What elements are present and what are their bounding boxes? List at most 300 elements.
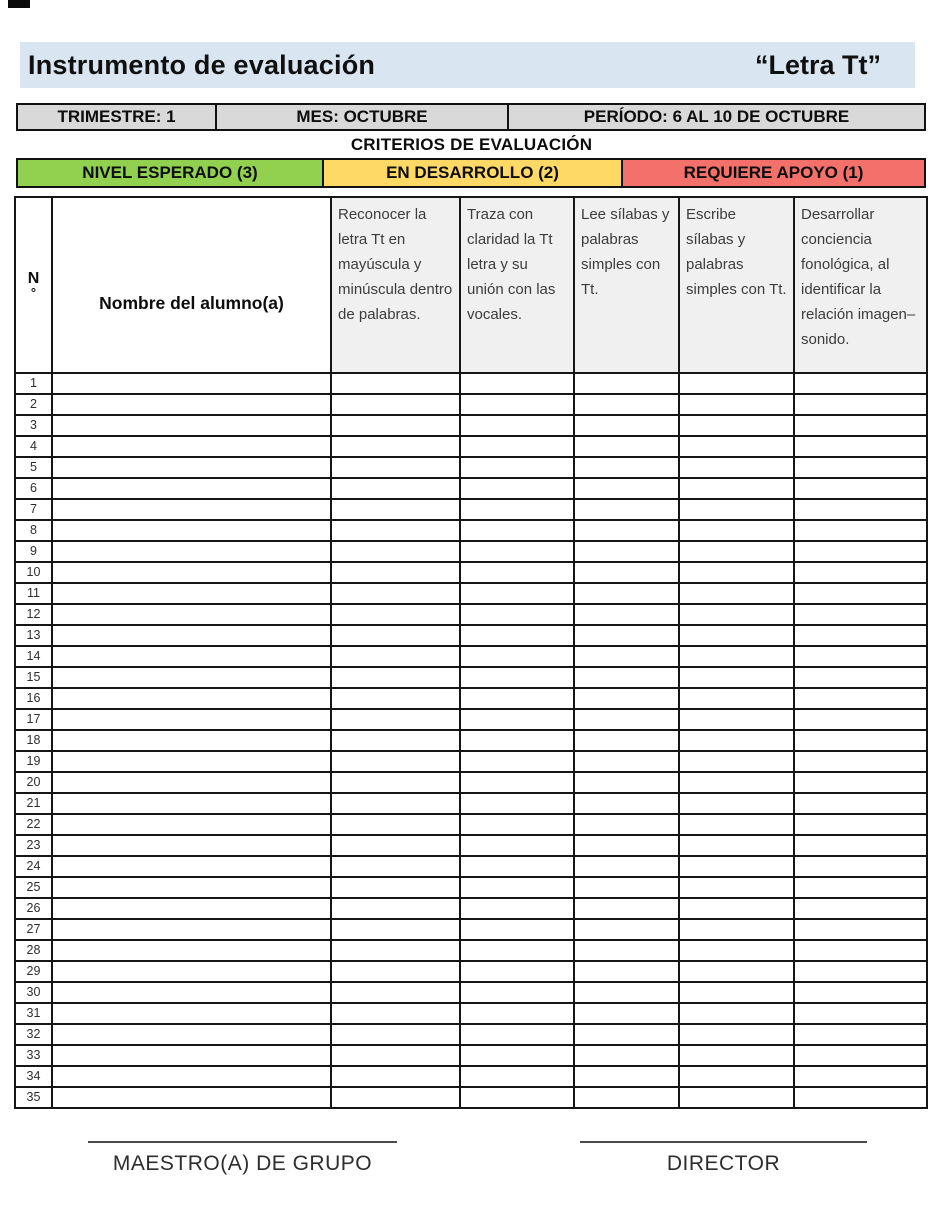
grade-cell (331, 499, 460, 520)
grade-cell (331, 940, 460, 961)
grade-cell (679, 688, 794, 709)
table-row (15, 583, 927, 604)
grade-cell (794, 667, 927, 688)
grade-cell (679, 898, 794, 919)
grade-cell (331, 772, 460, 793)
grade-cell (794, 709, 927, 730)
teacher-signature-block (88, 1141, 397, 1176)
grade-cell (679, 961, 794, 982)
grade-cell (331, 436, 460, 457)
grade-cell (331, 793, 460, 814)
row-number: 21 (15, 793, 52, 814)
grade-cell (331, 667, 460, 688)
table-row (15, 856, 927, 877)
grade-cell (794, 583, 927, 604)
table-row (15, 940, 927, 961)
grade-cell (679, 415, 794, 436)
student-name-cell (52, 415, 331, 436)
table-row (15, 394, 927, 415)
grade-cell (794, 793, 927, 814)
grade-cell (679, 814, 794, 835)
grade-cell (574, 625, 679, 646)
grade-cell (460, 436, 574, 457)
row-number: 18 (15, 730, 52, 751)
table-row (15, 1087, 927, 1108)
level-needs-support: REQUIERE APOYO (1) (623, 160, 924, 186)
grade-cell (331, 646, 460, 667)
student-name-cell (52, 898, 331, 919)
table-row (15, 667, 927, 688)
grade-cell (331, 562, 460, 583)
grade-cell (460, 772, 574, 793)
grade-cell (574, 394, 679, 415)
grade-cell (460, 856, 574, 877)
teacher-signature-label: MAESTRO(A) DE GRUPO (112, 1152, 373, 1175)
grade-cell (574, 877, 679, 898)
director-signature-block (580, 1141, 867, 1176)
criteria-heading: CRITERIOS DE EVALUACIÓN (350, 135, 593, 154)
grade-cell (460, 877, 574, 898)
table-row (15, 709, 927, 730)
row-number: 29 (15, 961, 52, 982)
row-number: 12 (15, 604, 52, 625)
grade-cell (331, 730, 460, 751)
grade-cell (794, 415, 927, 436)
student-name-cell (52, 520, 331, 541)
row-number: 23 (15, 835, 52, 856)
grade-cell (331, 688, 460, 709)
grade-cell (574, 436, 679, 457)
row-number: 3 (15, 415, 52, 436)
table-row (15, 646, 927, 667)
grade-cell (460, 835, 574, 856)
student-name-cell (52, 373, 331, 394)
grade-cell (574, 373, 679, 394)
grade-cell (574, 667, 679, 688)
grade-cell (574, 1087, 679, 1108)
evaluation-levels (16, 158, 926, 188)
row-number: 4 (15, 436, 52, 457)
table-row (15, 1024, 927, 1045)
grade-cell (574, 562, 679, 583)
grade-cell (460, 457, 574, 478)
grade-cell (574, 1066, 679, 1087)
page-title: Instrumento de evaluación (28, 49, 376, 80)
grade-cell (331, 961, 460, 982)
grade-cell (574, 499, 679, 520)
grade-cell (574, 835, 679, 856)
grade-cell (460, 373, 574, 394)
row-number: 27 (15, 919, 52, 940)
row-number: 11 (15, 583, 52, 604)
student-name-cell (52, 940, 331, 961)
grade-cell (794, 457, 927, 478)
student-name-cell (52, 877, 331, 898)
student-name-cell (52, 562, 331, 583)
grade-cell (794, 541, 927, 562)
grade-cell (794, 520, 927, 541)
student-name-cell (52, 457, 331, 478)
grade-cell (794, 394, 927, 415)
row-number: 26 (15, 898, 52, 919)
lesson-subject: “Letra Tt” (754, 49, 881, 80)
row-number: 2 (15, 394, 52, 415)
student-name-cell (52, 1045, 331, 1066)
grade-cell (460, 667, 574, 688)
grade-cell (460, 688, 574, 709)
student-name-cell (52, 961, 331, 982)
row-number: 13 (15, 625, 52, 646)
grade-cell (794, 730, 927, 751)
number-header-deg: ° (30, 285, 37, 300)
grade-cell (574, 856, 679, 877)
grade-cell (794, 877, 927, 898)
grade-cell (794, 751, 927, 772)
table-row (15, 478, 927, 499)
grade-cell (679, 730, 794, 751)
row-number: 19 (15, 751, 52, 772)
grade-cell (794, 961, 927, 982)
grade-cell (794, 604, 927, 625)
table-row (15, 730, 927, 751)
row-number: 25 (15, 877, 52, 898)
grade-cell (679, 583, 794, 604)
table-row (15, 919, 927, 940)
grade-cell (574, 478, 679, 499)
table-row (15, 793, 927, 814)
student-name-cell (52, 1024, 331, 1045)
student-name-cell (52, 436, 331, 457)
student-name-cell (52, 541, 331, 562)
grade-cell (331, 520, 460, 541)
grade-cell (574, 709, 679, 730)
student-name-cell (52, 709, 331, 730)
grade-cell (794, 940, 927, 961)
table-row (15, 457, 927, 478)
grade-cell (679, 1003, 794, 1024)
grade-cell (460, 541, 574, 562)
grade-cell (679, 709, 794, 730)
table-row (15, 877, 927, 898)
grade-cell (460, 1087, 574, 1108)
grade-cell (794, 1024, 927, 1045)
grade-cell (679, 499, 794, 520)
grade-cell (679, 1045, 794, 1066)
table-row (15, 751, 927, 772)
table-row (15, 961, 927, 982)
grade-cell (794, 478, 927, 499)
table-row (15, 814, 927, 835)
student-roster-table (14, 196, 928, 1109)
grade-cell (460, 1003, 574, 1024)
grade-cell (574, 457, 679, 478)
grade-cell (460, 898, 574, 919)
grade-cell (460, 961, 574, 982)
grade-cell (574, 1003, 679, 1024)
grade-cell (331, 898, 460, 919)
table-row (15, 415, 927, 436)
grade-cell (460, 625, 574, 646)
grade-cell (460, 583, 574, 604)
grade-cell (331, 1003, 460, 1024)
grade-cell (331, 457, 460, 478)
number-header-n: N (27, 270, 40, 287)
grade-cell (794, 499, 927, 520)
grade-cell (794, 646, 927, 667)
grade-cell (679, 856, 794, 877)
grade-cell (794, 562, 927, 583)
grade-cell (679, 604, 794, 625)
grade-cell (679, 520, 794, 541)
row-number: 15 (15, 667, 52, 688)
grade-cell (794, 898, 927, 919)
row-number: 20 (15, 772, 52, 793)
grade-cell (460, 982, 574, 1003)
grade-cell (460, 814, 574, 835)
student-name-cell (52, 856, 331, 877)
grade-cell (574, 1045, 679, 1066)
director-signature-line (580, 1141, 867, 1143)
grade-cell (574, 646, 679, 667)
number-column-header (15, 197, 52, 373)
grade-cell (331, 394, 460, 415)
student-name-cell (52, 982, 331, 1003)
grade-cell (794, 856, 927, 877)
student-name-cell (52, 751, 331, 772)
student-name-cell (52, 499, 331, 520)
student-name-cell (52, 688, 331, 709)
row-number: 32 (15, 1024, 52, 1045)
grade-cell (331, 541, 460, 562)
grade-cell (460, 1045, 574, 1066)
grade-cell (331, 919, 460, 940)
grade-cell (794, 919, 927, 940)
grade-cell (679, 562, 794, 583)
criterion-trace: Traza con claridad la Tt letra y su unión con las vocales. (460, 197, 574, 373)
table-row (15, 1066, 927, 1087)
grade-cell (574, 793, 679, 814)
row-number: 24 (15, 856, 52, 877)
row-number: 14 (15, 646, 52, 667)
table-row (15, 772, 927, 793)
table-row (15, 604, 927, 625)
grade-cell (574, 604, 679, 625)
grade-cell (794, 625, 927, 646)
row-number: 6 (15, 478, 52, 499)
grade-cell (679, 1066, 794, 1087)
grade-cell (574, 772, 679, 793)
grade-cell (574, 415, 679, 436)
table-row (15, 1003, 927, 1024)
student-name-cell (52, 1003, 331, 1024)
grade-cell (331, 709, 460, 730)
grade-cell (460, 1066, 574, 1087)
grade-cell (460, 793, 574, 814)
table-row (15, 562, 927, 583)
grade-cell (331, 982, 460, 1003)
scan-artifact (8, 0, 30, 8)
grade-cell (331, 625, 460, 646)
grade-cell (460, 751, 574, 772)
criterion-read: Lee sílabas y palabras simples con Tt. (574, 197, 679, 373)
row-number: 16 (15, 688, 52, 709)
table-row (15, 541, 927, 562)
student-name-cell (52, 772, 331, 793)
grade-cell (574, 982, 679, 1003)
grade-cell (331, 1087, 460, 1108)
grade-cell (574, 814, 679, 835)
table-row (15, 373, 927, 394)
row-number: 34 (15, 1066, 52, 1087)
grade-cell (794, 835, 927, 856)
grade-cell (331, 751, 460, 772)
row-number: 1 (15, 373, 52, 394)
table-row (15, 520, 927, 541)
row-number: 33 (15, 1045, 52, 1066)
grade-cell (574, 1024, 679, 1045)
grade-cell (794, 688, 927, 709)
grade-cell (460, 730, 574, 751)
grade-cell (574, 541, 679, 562)
grade-cell (794, 1066, 927, 1087)
student-name-cell (52, 793, 331, 814)
trimester-cell: TRIMESTRE: 1 (18, 105, 217, 129)
period-cell: PERÍODO: 6 AL 10 DE OCTUBRE (509, 105, 924, 129)
grade-cell (679, 646, 794, 667)
grade-cell (794, 814, 927, 835)
grade-cell (460, 499, 574, 520)
student-name-cell (52, 478, 331, 499)
month-cell: MES: OCTUBRE (217, 105, 509, 129)
grade-cell (331, 373, 460, 394)
student-name-cell (52, 394, 331, 415)
student-name-cell (52, 919, 331, 940)
student-name-cell (52, 730, 331, 751)
row-number: 35 (15, 1087, 52, 1108)
grade-cell (460, 562, 574, 583)
row-number: 5 (15, 457, 52, 478)
grade-cell (331, 604, 460, 625)
grade-cell (794, 1003, 927, 1024)
grade-cell (331, 478, 460, 499)
grade-cell (460, 604, 574, 625)
grade-cell (331, 814, 460, 835)
grade-cell (460, 919, 574, 940)
grade-cell (460, 709, 574, 730)
row-number: 22 (15, 814, 52, 835)
grade-cell (460, 646, 574, 667)
table-header-row (15, 197, 927, 373)
table-row (15, 688, 927, 709)
table-row (15, 898, 927, 919)
grade-cell (679, 1024, 794, 1045)
grade-cell (460, 415, 574, 436)
grade-cell (460, 520, 574, 541)
grade-cell (331, 1024, 460, 1045)
grade-cell (574, 940, 679, 961)
grade-cell (679, 793, 794, 814)
info-bar (16, 103, 926, 131)
table-row (15, 436, 927, 457)
table-row (15, 625, 927, 646)
grade-cell (331, 877, 460, 898)
grade-cell (679, 772, 794, 793)
grade-cell (460, 478, 574, 499)
grade-cell (794, 436, 927, 457)
grade-cell (460, 1024, 574, 1045)
student-name-cell (52, 583, 331, 604)
table-row (15, 982, 927, 1003)
row-number: 9 (15, 541, 52, 562)
grade-cell (574, 583, 679, 604)
grade-cell (794, 1045, 927, 1066)
grade-cell (679, 436, 794, 457)
row-number: 8 (15, 520, 52, 541)
grade-cell (679, 394, 794, 415)
row-number: 10 (15, 562, 52, 583)
grade-cell (331, 583, 460, 604)
grade-cell (679, 835, 794, 856)
grade-cell (331, 1045, 460, 1066)
grade-cell (574, 751, 679, 772)
grade-cell (679, 625, 794, 646)
student-name-cell (52, 604, 331, 625)
grade-cell (679, 1087, 794, 1108)
grade-cell (679, 982, 794, 1003)
grade-cell (794, 982, 927, 1003)
grade-cell (574, 730, 679, 751)
grade-cell (679, 751, 794, 772)
grade-cell (794, 772, 927, 793)
grade-cell (460, 394, 574, 415)
row-number: 7 (15, 499, 52, 520)
row-number: 28 (15, 940, 52, 961)
row-number: 17 (15, 709, 52, 730)
grade-cell (574, 688, 679, 709)
level-expected: NIVEL ESPERADO (3) (18, 160, 324, 186)
criterion-write: Escribe sílabas y palabras simples con Tt. (679, 197, 794, 373)
student-name-cell (52, 835, 331, 856)
grade-cell (574, 919, 679, 940)
row-number: 30 (15, 982, 52, 1003)
grade-cell (574, 961, 679, 982)
grade-cell (331, 415, 460, 436)
grade-cell (331, 1066, 460, 1087)
grade-cell (679, 457, 794, 478)
student-name-cell (52, 1087, 331, 1108)
criterion-recognize: Reconocer la letra Tt en mayúscula y minúscula dentro de palabras. (331, 197, 460, 373)
grade-cell (460, 940, 574, 961)
student-name-cell (52, 814, 331, 835)
student-name-cell (52, 646, 331, 667)
student-name-cell (52, 1066, 331, 1087)
grade-cell (679, 919, 794, 940)
level-developing: EN DESARROLLO (2) (324, 160, 623, 186)
row-number: 31 (15, 1003, 52, 1024)
grade-cell (794, 1087, 927, 1108)
director-signature-label: DIRECTOR (666, 1152, 781, 1175)
grade-cell (679, 373, 794, 394)
grade-cell (679, 877, 794, 898)
table-row (15, 499, 927, 520)
student-name-cell (52, 667, 331, 688)
grade-cell (679, 940, 794, 961)
grade-cell (679, 667, 794, 688)
criterion-phonological: Desarrollar conciencia fonológica, al identificar la relación imagen– sonido. (794, 197, 927, 373)
name-column-header: Nombre del alumno(a) (52, 197, 331, 373)
grade-cell (679, 541, 794, 562)
grade-cell (574, 520, 679, 541)
